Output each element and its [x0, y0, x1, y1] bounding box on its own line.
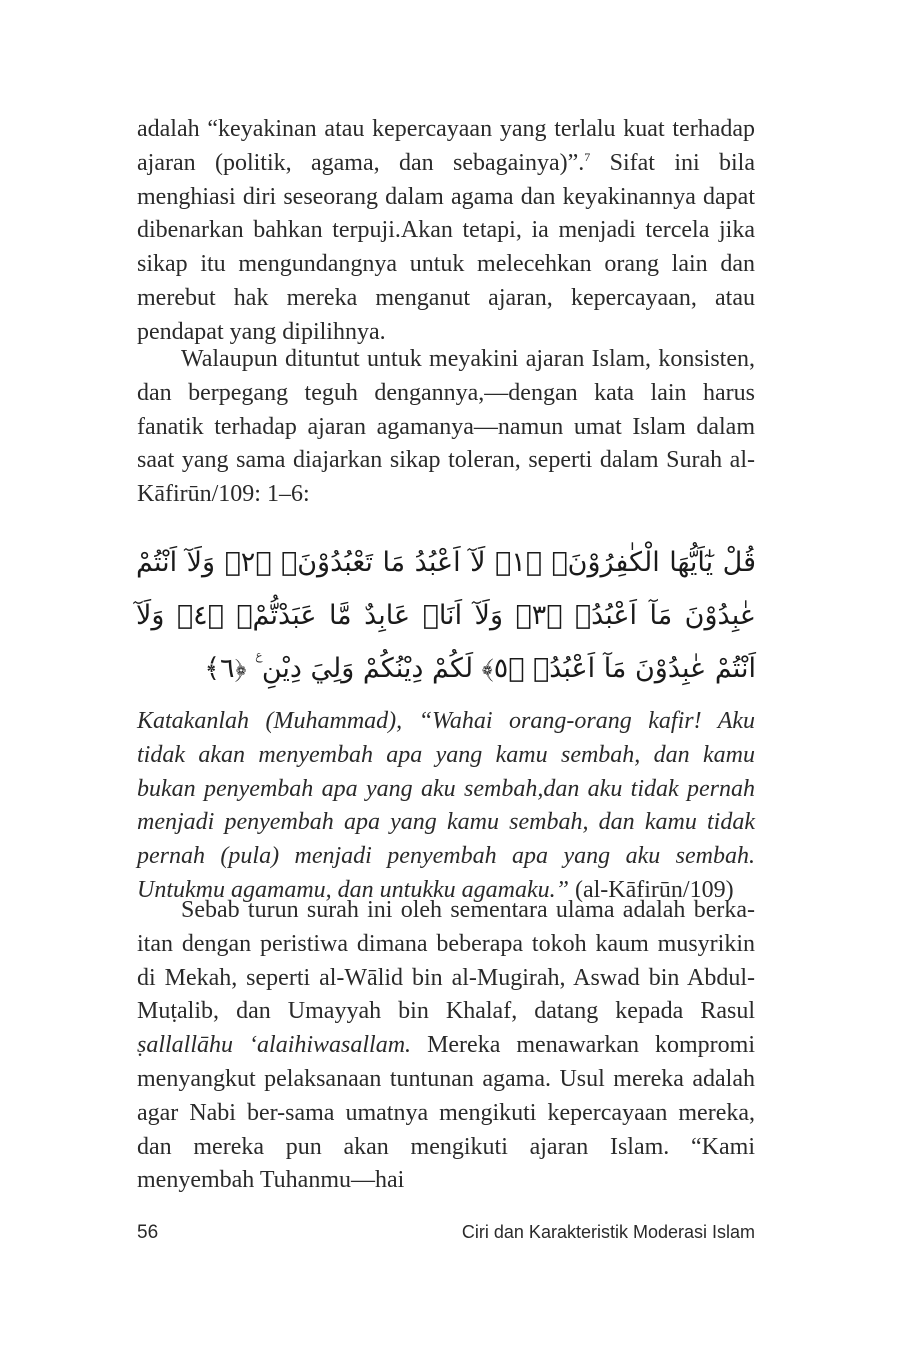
translation-text: Katakanlah (Muhammad), “Wahai orang-orang kafir! Aku tidak akan menyembah apa yang kamu sembah, dan kamu bukan penyembah apa yang aku sembah,dan aku tidak pernah menjadi penyembah apa yang kamu sembah, dan kamu tidak pernah (pula) menjadi penyembah apa yang aku sembah. Untukmu agamamu, dan untukku agamaku.”	[137, 708, 755, 903]
verse-translation	[137, 705, 755, 908]
page-number: 56	[137, 1222, 159, 1243]
paragraph-tolerance-intro: Walaupun dituntut untuk meyakini ajaran Islam, konsisten, dan berpegang teguh dengannya,—dengan kata lain harus fanatik terhadap ajaran agamanya—namun umat Islam dalam saat yang sama diajarkan sikap toleran, seperti dalam Surah al-Kāfirūn/109: 1–6:	[137, 346, 755, 508]
paragraph-text: Mereka menawarkan kompromi menyangkut pelaksanaan tuntunan agama. Usul mereka adalah agar Nabi ber-sama umatnya mengikuti kepercayaan mereka, dan mereka pun akan mengikuti ajaran Islam. “Kami menyembah Tuhanmu—hai	[137, 1032, 755, 1194]
verse-reference: (al-Kāfirūn/109)	[568, 876, 734, 903]
paragraph-text: Sifat ini bila menghiasi diri seseorang dalam agama dan keyakinannya dapat dibenarkan bahkan terpuji.Akan tetapi, ia menjadi tercela jika sikap itu mengundangnya untuk melecehkan orang lain dan merebut hak mereka menganut ajaran, kepercayaan, atau pendapat yang dipilihnya.	[137, 149, 755, 345]
paragraph-text: Sebab turun surah ini oleh sementara ulama adalah berka-itan dengan peristiwa dimana beberapa tokoh kaum musyrikin di Mekah, seperti al-Wālid bin al-Mugirah, Aswad bin Abdul-Muṭalib, dan Umayyah bin Khalaf, datang kepada Rasul	[137, 897, 755, 1025]
paragraph-text: adalah “keyakinan atau kepercayaan yang terlalu kuat terhadap ajaran (politik, agama, dan sebagainya)”.	[137, 116, 755, 176]
footnote-reference[interactable]: 7	[584, 149, 591, 164]
quran-verse-al-kafirun: قُلْ يٰٓاَيُّهَا الْكٰفِرُوْنَۙ ﴿١﴾ لَآ اَعْبُدُ مَا تَعْبُدُوْنَۙ ﴿٢﴾ وَلَآ اَنْتُمْ عٰبِدُوْنَ مَآ اَعْبُدُۚ ﴿٣﴾ وَلَآ اَنَا۠ عَابِدٌ مَّا عَبَدْتُّمْۙ ﴿٤﴾ وَلَآ اَنْتُمْ عٰبِدُوْنَ مَآ اَعْبُدُۗ ﴿٥﴾ لَكُمْ دِيْنُكُمْ وَلِيَ دِيْنِ ࣖ ﴿٦﴾	[136, 547, 757, 684]
honorific-text: ṣallallāhu ‘alaihiwasallam.	[137, 1032, 412, 1059]
paragraph-fanaticism-definition	[137, 113, 755, 350]
running-footer-title: Ciri dan Karakteristik Moderasi Islam	[461, 1222, 755, 1242]
paragraph-asbabun-nuzul	[137, 894, 755, 1198]
